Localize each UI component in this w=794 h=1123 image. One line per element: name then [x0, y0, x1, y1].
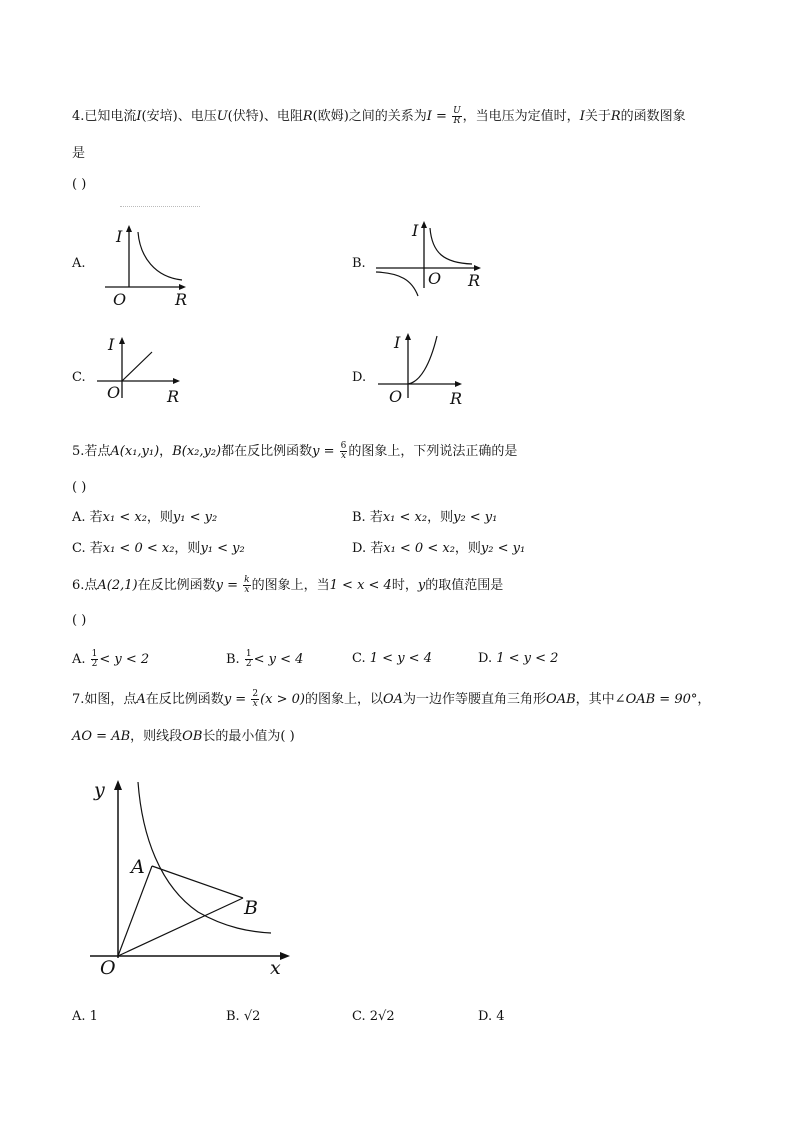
origin-label: O	[100, 957, 116, 979]
formula-lhs: y =	[312, 444, 339, 459]
fraction-2-over-x	[251, 690, 259, 709]
q5-option-a[interactable]	[72, 509, 217, 527]
q7-stem-text: 7.如图，点	[72, 692, 137, 707]
q7-stem-text: 在反比例函数	[145, 692, 224, 707]
option-expression: < y < 4	[253, 652, 304, 667]
triangle-OAB: OAB	[546, 692, 576, 707]
fraction-numerator: U	[453, 106, 461, 116]
q4-option-b-label[interactable]: B.	[352, 256, 366, 271]
q7-stem-text: ，其中	[575, 692, 615, 707]
fraction-numerator: 2	[252, 689, 259, 699]
fraction-one-half	[91, 650, 99, 669]
fraction-denominator: 2	[245, 659, 252, 669]
option-label: B.	[226, 1009, 240, 1024]
separator: ，	[159, 444, 173, 459]
q5-option-c[interactable]	[72, 540, 245, 558]
option-label: D.	[478, 651, 493, 666]
option-value: √2	[243, 1009, 261, 1024]
q5-option-d[interactable]	[352, 540, 525, 558]
option-result: y₁ < y₂	[172, 510, 218, 525]
option-text: ，则	[427, 510, 454, 525]
domain-condition: (x > 0)	[260, 692, 305, 707]
axis-label-R: R	[450, 389, 463, 408]
q6-stem	[72, 576, 503, 595]
formula-lhs: y =	[215, 578, 243, 593]
axis-label-R: R	[175, 290, 188, 309]
fraction-numerator: 6	[340, 441, 347, 451]
fraction-denominator: 2	[91, 659, 98, 669]
q6-stem-text: 6.点	[72, 578, 98, 593]
q7-stem-text: 长的最小值为( )	[202, 729, 295, 744]
fraction-denominator: x	[340, 451, 347, 461]
q4-stem-text: 的函数图象	[620, 109, 686, 124]
q7-stem-line1	[72, 690, 710, 709]
q4-stem-text: 关于	[584, 109, 611, 124]
origin-label: O	[113, 290, 127, 309]
q7-stem-line2	[72, 728, 295, 746]
option-label: C. 若	[72, 541, 103, 556]
point-B: B(x₂,y₂)	[172, 444, 222, 459]
q7-option-a[interactable]	[72, 1008, 98, 1026]
q4-stem-line2: 是	[72, 146, 86, 161]
q7-option-b[interactable]	[226, 1008, 260, 1026]
option-condition: x₁ < 0 < x₂	[383, 541, 455, 556]
option-value: 1	[89, 1009, 98, 1024]
q7-stem-text: 为一边作等腰直角三角形	[403, 692, 547, 707]
q4-stem-text: ，当电压为定值时，	[462, 109, 580, 124]
q5-option-b[interactable]	[352, 509, 497, 527]
option-label: A. 若	[72, 510, 103, 525]
option-label: D.	[478, 1009, 493, 1024]
axis-label-I: I	[116, 227, 123, 246]
axis-label-R: R	[167, 387, 180, 406]
q5-stem	[72, 442, 517, 461]
fraction-U-over-R	[452, 107, 462, 126]
formula-lhs: y =	[223, 692, 251, 707]
option-value: 2√2	[369, 1009, 395, 1024]
fraction-numerator: 1	[91, 649, 98, 659]
axis-label-R: R	[468, 271, 481, 290]
origin-label: O	[428, 269, 442, 288]
q5-stem-text: 的图象上，下列说法正确的是	[348, 444, 518, 459]
option-label: C.	[352, 1009, 366, 1024]
option-condition: x₁ < x₂	[102, 510, 147, 525]
q5-answer-bracket: ( )	[72, 480, 87, 495]
option-label: A.	[72, 652, 86, 667]
option-value: 4	[496, 1009, 505, 1024]
fraction-denominator: x	[252, 699, 258, 709]
fraction-one-half	[245, 650, 253, 669]
fraction-numerator: k	[244, 575, 250, 585]
axis-label-I: I	[394, 333, 401, 352]
q4-graph-a[interactable]	[100, 222, 200, 312]
axis-label-y: y	[94, 779, 105, 801]
option-expression: 1 < y < 4	[369, 651, 432, 666]
q5-stem-text: 都在反比例函数	[221, 444, 313, 459]
q4-stem-line1	[72, 107, 686, 126]
segment-OA: OA	[382, 692, 404, 707]
q4-option-d-label[interactable]: D.	[352, 370, 367, 385]
fraction-denominator: R	[453, 116, 461, 126]
var-I: I	[136, 109, 142, 124]
option-label: B.	[226, 652, 240, 667]
option-result: y₁ < y₂	[200, 541, 245, 556]
q6-option-c[interactable]	[352, 650, 432, 668]
var-R: R	[302, 109, 313, 124]
axis-label-x: x	[270, 957, 281, 979]
var-R: R	[610, 109, 621, 124]
axis-label-I: I	[108, 335, 115, 354]
option-expression: 1 < y < 2	[496, 651, 559, 666]
fraction-k-over-x	[243, 576, 250, 595]
option-condition: x₁ < 0 < x₂	[102, 541, 175, 556]
scan-artifact	[120, 206, 200, 209]
q6-stem-text: 时，	[391, 578, 418, 593]
var-I: I	[579, 109, 585, 124]
q7-stem-text: ，则线段	[130, 729, 183, 744]
option-result: y₂ < y₁	[480, 541, 526, 556]
option-label: A.	[72, 1009, 86, 1024]
range-expression: 1 < x < 4	[329, 578, 392, 593]
q4-option-c-label[interactable]: C.	[72, 370, 86, 385]
option-expression: < y < 2	[99, 652, 150, 667]
q4-answer-bracket: ( )	[72, 177, 87, 192]
q6-option-d[interactable]	[478, 650, 558, 668]
fraction-6-over-x	[340, 442, 348, 461]
q5-stem-text: 5.若点	[72, 444, 111, 459]
q4-stem-text: (安培)、电压	[141, 109, 217, 124]
point-label-A: A	[131, 856, 145, 878]
option-text: ，则	[146, 510, 173, 525]
option-label: D. 若	[352, 541, 384, 556]
q6-stem-text: 的图象上，当	[251, 578, 330, 593]
point-A: A(2,1)	[97, 578, 138, 593]
q4-graph-c[interactable]	[94, 334, 194, 409]
q6-answer-bracket: ( )	[72, 613, 87, 628]
var-U: U	[216, 109, 228, 124]
angle-expression: ∠OAB = 90°	[614, 692, 698, 707]
option-label: C.	[352, 651, 366, 666]
fraction-numerator: 1	[245, 649, 252, 659]
q4-stem-text: (伏特)、电阻	[227, 109, 303, 124]
q4-option-a-label[interactable]: A.	[72, 256, 86, 271]
fraction-denominator: x	[244, 585, 250, 595]
point-label-B: B	[244, 897, 258, 919]
formula-lhs: I =	[426, 109, 452, 124]
q7-diagram	[86, 776, 296, 986]
q4-stem-text: (欧姆)之间的关系为	[312, 109, 427, 124]
q6-option-a[interactable]	[72, 650, 149, 669]
q6-stem-text: 在反比例函数	[137, 578, 216, 593]
var-y: y	[417, 578, 426, 593]
q4-graph-d[interactable]	[372, 330, 472, 410]
q6-option-b[interactable]	[226, 650, 303, 669]
option-condition: x₁ < x₂	[382, 510, 428, 525]
option-result: y₂ < y₁	[453, 510, 498, 525]
q7-stem-text: ，	[697, 692, 711, 707]
segment-OB: OB	[182, 729, 203, 744]
q7-stem-text: 的图象上，以	[304, 692, 383, 707]
origin-label: O	[389, 387, 403, 406]
option-text: ，则	[174, 541, 201, 556]
q7-option-c[interactable]	[352, 1008, 395, 1026]
option-label: B. 若	[352, 510, 383, 525]
origin-label: O	[107, 383, 121, 402]
point-A: A(x₁,y₁)	[110, 444, 160, 459]
axis-label-I: I	[412, 221, 419, 240]
equality-expression: AO = AB	[72, 729, 131, 744]
q6-stem-text: 的取值范围是	[425, 578, 504, 593]
q7-option-d[interactable]	[478, 1008, 505, 1026]
point-A: A	[136, 692, 146, 707]
option-text: ，则	[454, 541, 481, 556]
q4-graph-b[interactable]	[372, 218, 492, 298]
q4-stem-text: 4.已知电流	[72, 109, 137, 124]
